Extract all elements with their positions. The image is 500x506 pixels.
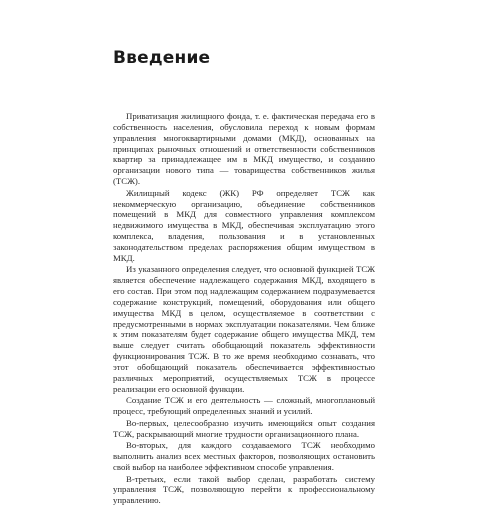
- paragraph: Из указанного определения следует, что основной функцией ТСЖ является обеспечение надлежащего содержания МКД, входящего в его состав. При этом под надлежащим содержанием подразумевается содержание конструкций, помещений, оборудования или общего имущества МКД в целом, осуществляемое в соответствии с предусмотренными в нормах эксплуатации показателями. Чем ближе к этим показателям будет содержание общего имущества МКД, тем выше следует считать обобщающий показатель эффективности функционирования ТСЖ. В то же время необходимо сознавать, что этот обобщающий показатель обеспечивается эффективностью различных мероприятий, осуществляемых ТСЖ в процессе реализации его основной функции.: [113, 264, 375, 394]
- body-text: [113, 111, 375, 506]
- paragraph: Приватизация жилищного фонда, т. е. фактическая передача его в собственность населения, обусловила переход к новым формам управления многоквартирными домами (МКД), основанных на принципах рыночных отношений и ответственности собственников квартир за принадлежащее им в МКД имущество, и созданию организации нового типа — товарищества собственников жилья (ТСЖ).: [113, 111, 375, 187]
- paragraph: Жилищный кодекс (ЖК) РФ определяет ТСЖ как некоммерческую организацию, объединение собственников помещений в МКД для совместного управления комплексом недвижимого имущества в МКД, обеспечивая эксплуатацию этого комплекса, владения, пользования и в установленных законодательством пределах распоряжения общим имуществом в МКД.: [113, 187, 375, 263]
- paragraph: Во-первых, целесообразно изучить имеющийся опыт создания ТСЖ, раскрывающий многие трудности организационного плана.: [113, 417, 375, 439]
- chapter-heading: Введение: [113, 48, 211, 68]
- paragraph: В-третьих, если такой выбор сделан, разработать систему управления ТСЖ, позволяющую перейти к профессиональному управлению.: [113, 473, 375, 506]
- paragraph: Создание ТСЖ и его деятельность — сложный, многоплановый процесс, требующий определенных знаний и усилий.: [113, 395, 375, 417]
- paragraph: Во-вторых, для каждого создаваемого ТСЖ необходимо выполнить анализ всех местных факторов, позволяющих остановить свой выбор на наиболее эффективном способе управления.: [113, 440, 375, 472]
